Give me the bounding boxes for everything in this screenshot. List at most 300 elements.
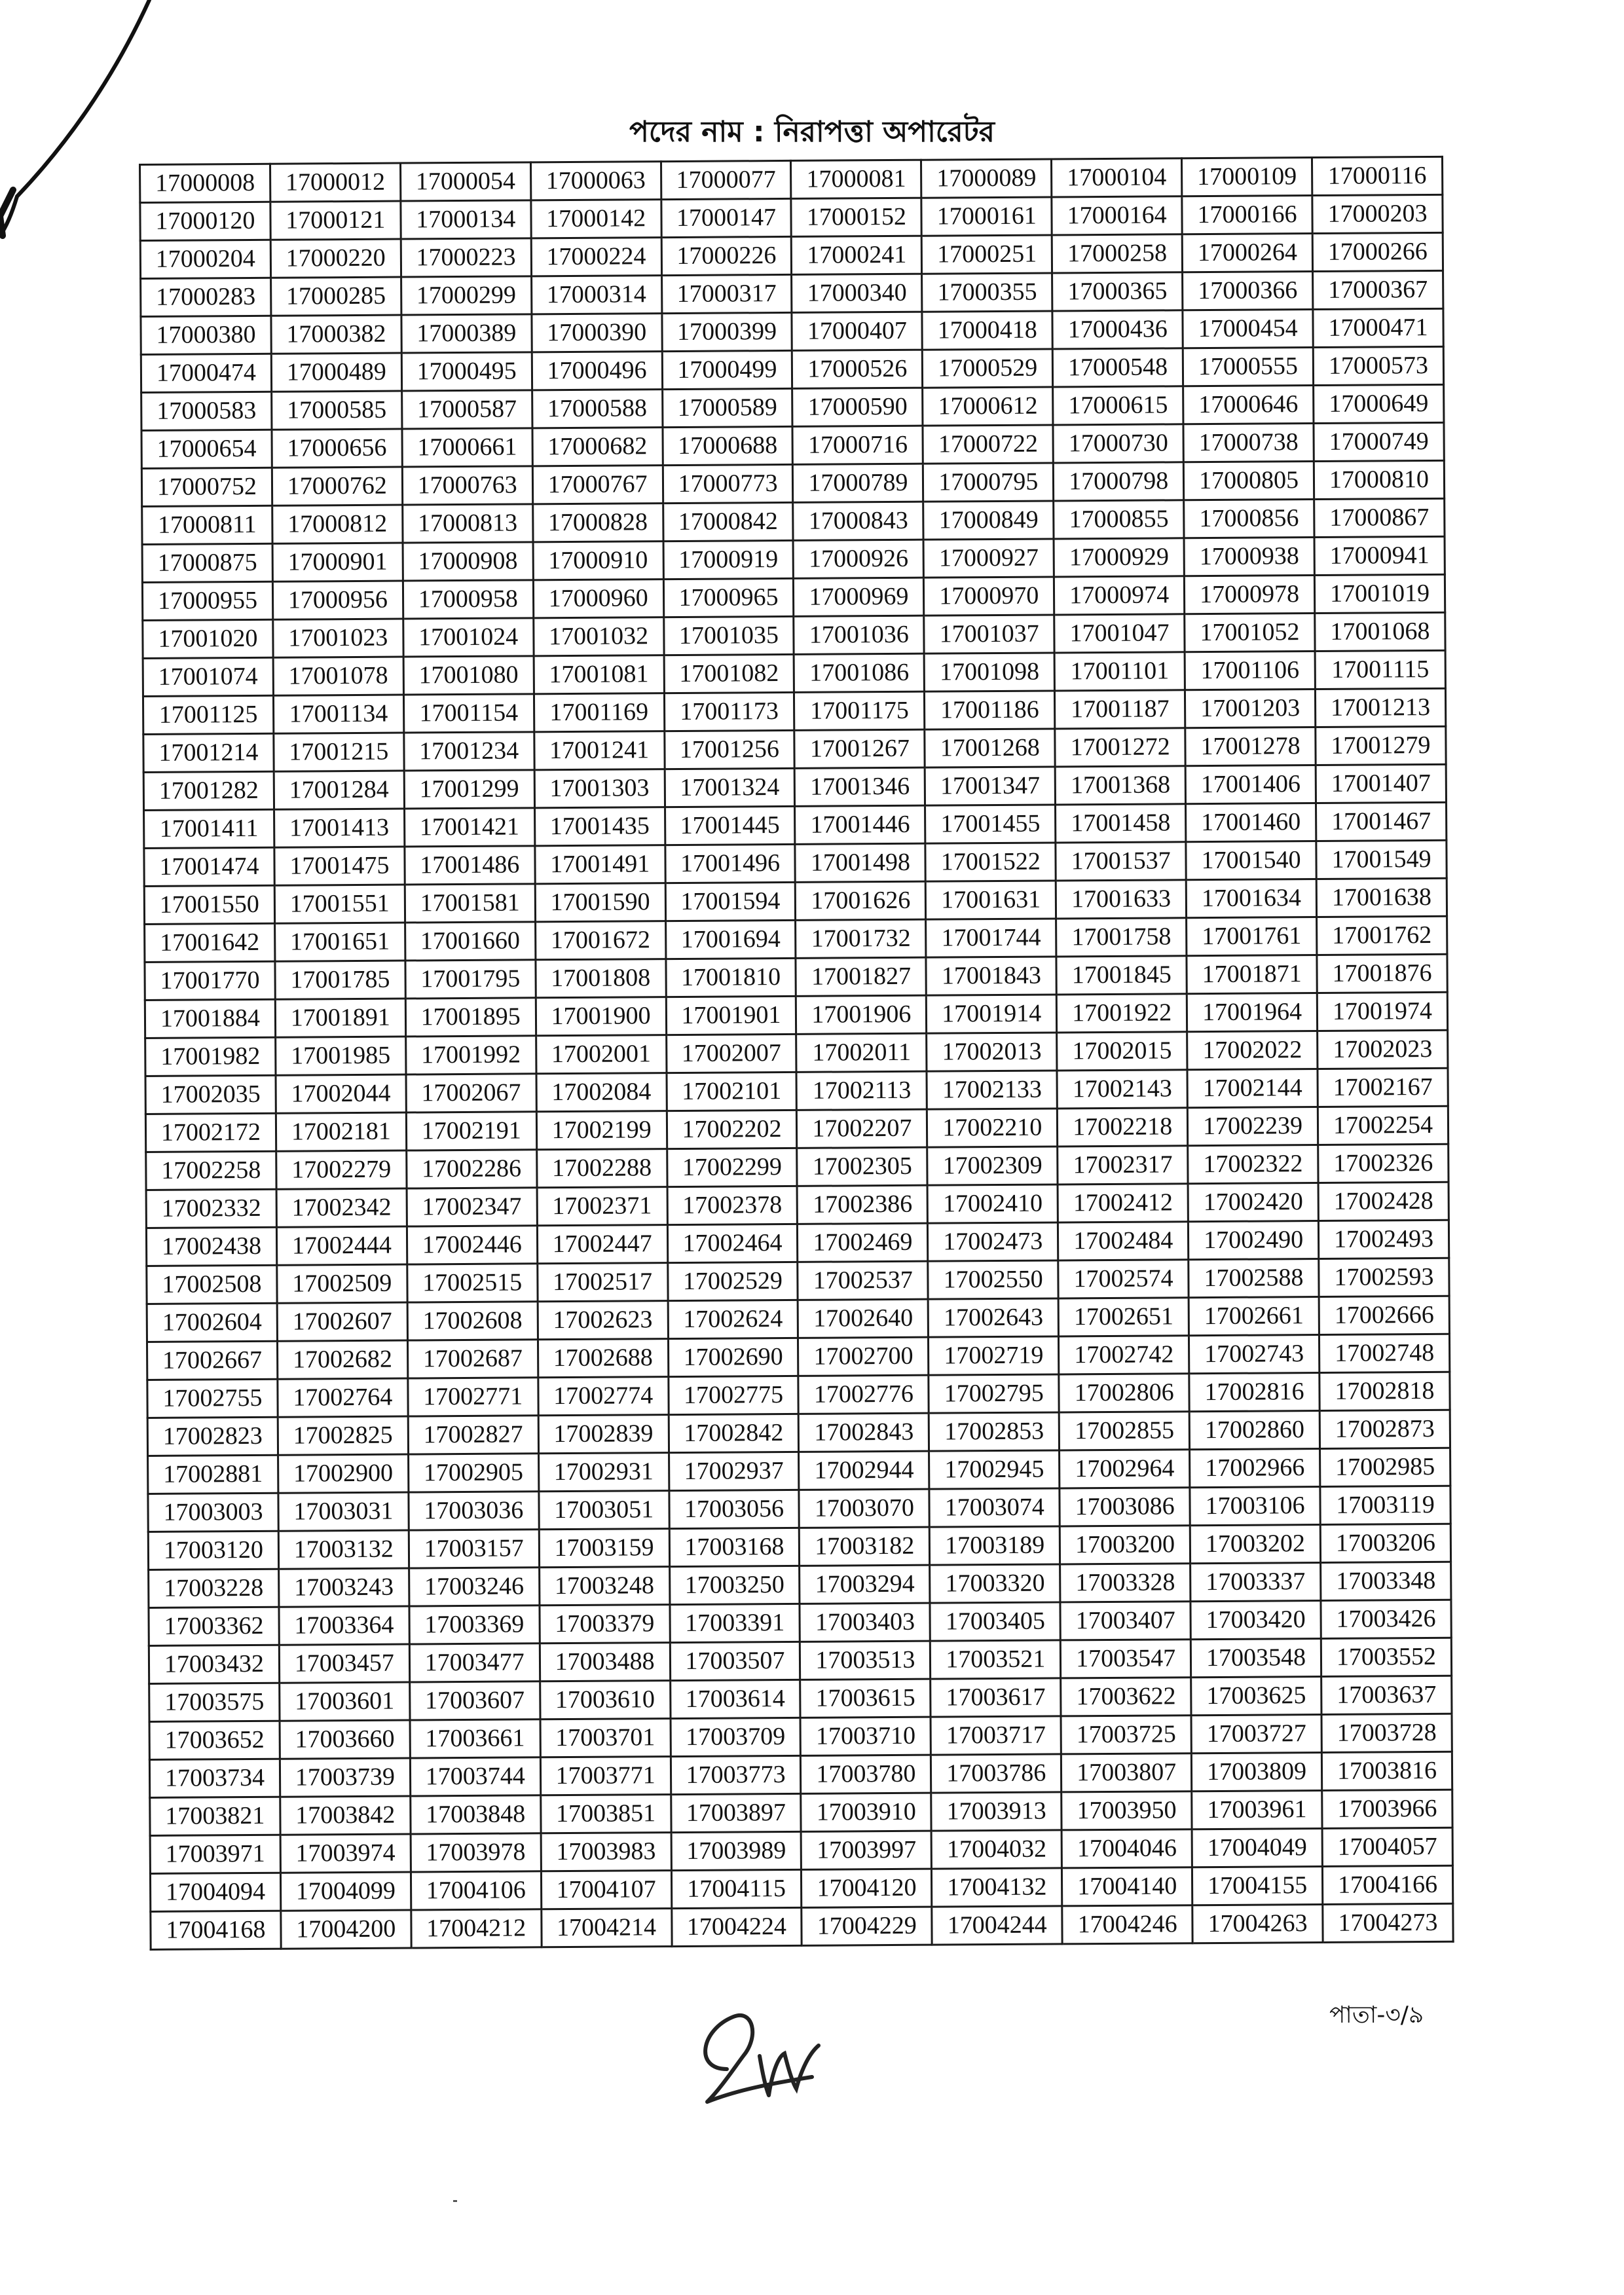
roll-number-cell: 17000399 bbox=[661, 312, 792, 351]
roll-number-cell: 17003364 bbox=[279, 1606, 409, 1645]
roll-number-cell: 17001914 bbox=[927, 995, 1057, 1033]
roll-number-cell: 17002666 bbox=[1319, 1296, 1449, 1334]
roll-number-cell: 17003405 bbox=[930, 1602, 1060, 1641]
roll-number-cell: 17001651 bbox=[274, 923, 405, 961]
roll-number-cell: 17001203 bbox=[1185, 689, 1316, 728]
roll-number-cell: 17000264 bbox=[1182, 234, 1312, 272]
roll-number-cell: 17001078 bbox=[273, 657, 403, 695]
roll-number-cell: 17000121 bbox=[270, 201, 401, 240]
roll-number-cell: 17003248 bbox=[539, 1567, 669, 1606]
roll-number-cell: 17001906 bbox=[796, 995, 927, 1034]
roll-number-cell: 17000716 bbox=[792, 426, 923, 464]
roll-number-cell: 17000526 bbox=[792, 350, 923, 388]
roll-number-cell: 17002827 bbox=[408, 1416, 538, 1454]
roll-number-cell: 17001827 bbox=[796, 957, 926, 996]
roll-number-cell: 17001186 bbox=[925, 691, 1055, 729]
roll-number-cell: 17002167 bbox=[1318, 1068, 1448, 1107]
roll-number-cell: 17003728 bbox=[1321, 1714, 1452, 1752]
roll-number-cell: 17002588 bbox=[1189, 1259, 1319, 1298]
roll-number-cell: 17000855 bbox=[1054, 500, 1184, 539]
roll-number-cell: 17000590 bbox=[792, 388, 923, 426]
roll-number-cell: 17004246 bbox=[1062, 1905, 1192, 1944]
roll-number-cell: 17001672 bbox=[535, 921, 665, 960]
roll-number-cell: 17003851 bbox=[540, 1795, 671, 1833]
roll-number-cell: 17000867 bbox=[1314, 498, 1445, 537]
roll-number-cell: 17001035 bbox=[663, 616, 794, 655]
roll-number-cell: 17002015 bbox=[1057, 1032, 1187, 1071]
roll-number-cell: 17001125 bbox=[143, 695, 273, 734]
roll-number-cell: 17003816 bbox=[1321, 1752, 1452, 1790]
roll-number-cell: 17001732 bbox=[796, 919, 926, 958]
roll-number-cell: 17003739 bbox=[280, 1758, 410, 1797]
roll-number-table-body bbox=[140, 156, 1454, 1949]
roll-number-cell: 17003725 bbox=[1061, 1716, 1191, 1754]
roll-number-cell: 17002286 bbox=[406, 1150, 536, 1188]
roll-number-cell: 17001284 bbox=[274, 771, 404, 809]
roll-number-cell: 17001074 bbox=[143, 657, 273, 696]
roll-number-cell: 17004155 bbox=[1192, 1867, 1323, 1905]
roll-number-cell: 17001446 bbox=[795, 805, 925, 844]
roll-number-cell: 17003070 bbox=[799, 1489, 929, 1528]
roll-number-cell: 17001474 bbox=[144, 847, 274, 886]
roll-number-cell: 17002199 bbox=[536, 1111, 667, 1150]
roll-number-cell: 17001540 bbox=[1186, 841, 1316, 880]
roll-number-cell: 17000842 bbox=[663, 502, 793, 541]
roll-number-cell: 17000901 bbox=[272, 543, 403, 581]
roll-number-cell: 17000204 bbox=[140, 240, 270, 278]
page-number: পাতা-৩/৯ bbox=[1329, 2002, 1424, 2029]
roll-number-cell: 17000956 bbox=[272, 581, 403, 619]
roll-number-cell: 17000266 bbox=[1312, 232, 1443, 271]
roll-number-cell: 17001020 bbox=[143, 619, 273, 658]
roll-number-cell: 17002574 bbox=[1058, 1260, 1189, 1298]
roll-number-cell: 17003086 bbox=[1060, 1488, 1190, 1526]
roll-number-cell: 17001082 bbox=[664, 654, 794, 693]
roll-number-cell: 17000499 bbox=[662, 350, 792, 389]
roll-number-cell: 17003607 bbox=[409, 1681, 540, 1720]
roll-number-cell: 17001900 bbox=[536, 997, 666, 1036]
roll-number-cell: 17003036 bbox=[409, 1492, 539, 1530]
roll-number-cell: 17000203 bbox=[1312, 194, 1443, 233]
roll-number-cell: 17002873 bbox=[1320, 1410, 1450, 1448]
roll-number-cell: 17001974 bbox=[1317, 992, 1447, 1031]
roll-number-cell: 17002044 bbox=[276, 1074, 406, 1113]
roll-number-cell: 17000226 bbox=[661, 236, 792, 275]
roll-number-cell: 17000656 bbox=[272, 429, 402, 468]
roll-number-cell: 17003709 bbox=[671, 1717, 801, 1756]
roll-number-cell: 17000811 bbox=[142, 505, 272, 544]
roll-number-cell: 17001631 bbox=[926, 881, 1056, 919]
roll-number-cell: 17000767 bbox=[532, 466, 663, 504]
scan-speck bbox=[453, 2200, 457, 2202]
roll-number-cell: 17003119 bbox=[1320, 1486, 1450, 1524]
roll-number-cell: 17002342 bbox=[276, 1188, 407, 1227]
roll-number-cell: 17003200 bbox=[1060, 1526, 1190, 1564]
roll-number-cell: 17003391 bbox=[670, 1604, 800, 1642]
roll-number-cell: 17002825 bbox=[278, 1416, 408, 1455]
roll-number-cell: 17002774 bbox=[538, 1377, 669, 1416]
roll-number-cell: 17003966 bbox=[1322, 1790, 1452, 1828]
roll-number-cell: 17001154 bbox=[403, 694, 534, 733]
roll-number-cell: 17002326 bbox=[1318, 1144, 1449, 1183]
roll-number-cell: 17000389 bbox=[401, 314, 532, 353]
roll-number-cell: 17000798 bbox=[1054, 462, 1184, 501]
roll-number-cell: 17001891 bbox=[275, 999, 405, 1037]
roll-number-cell: 17001052 bbox=[1185, 614, 1315, 652]
roll-number-cell: 17003717 bbox=[931, 1716, 1061, 1755]
roll-number-cell: 17003961 bbox=[1192, 1791, 1322, 1829]
roll-number-cell: 17001876 bbox=[1317, 954, 1447, 993]
roll-number-cell: 17000489 bbox=[271, 353, 401, 392]
roll-number-cell: 17003182 bbox=[800, 1527, 930, 1566]
roll-number-cell: 17003660 bbox=[280, 1720, 410, 1759]
roll-number-cell: 17003547 bbox=[1061, 1640, 1191, 1678]
roll-number-cell: 17003661 bbox=[410, 1719, 540, 1758]
roll-number-cell: 17000495 bbox=[401, 352, 532, 391]
roll-number-cell: 17003189 bbox=[930, 1526, 1060, 1565]
roll-number-cell: 17002944 bbox=[799, 1451, 929, 1490]
roll-number-cell: 17002067 bbox=[406, 1074, 536, 1112]
roll-number-cell: 17003003 bbox=[148, 1493, 278, 1532]
roll-number-cell: 17001032 bbox=[533, 617, 663, 656]
roll-number-cell: 17002464 bbox=[667, 1224, 798, 1262]
roll-number-cell: 17003974 bbox=[280, 1834, 411, 1873]
roll-number-cell: 17003132 bbox=[278, 1530, 409, 1569]
roll-number-cell: 17002420 bbox=[1188, 1183, 1318, 1222]
roll-number-cell: 17001101 bbox=[1054, 652, 1185, 691]
roll-number-cell: 17002191 bbox=[406, 1112, 536, 1150]
roll-number-cell: 17000407 bbox=[792, 312, 922, 350]
roll-number-cell: 17001080 bbox=[403, 656, 534, 695]
roll-number-cell: 17000241 bbox=[792, 236, 922, 274]
roll-number-cell: 17000365 bbox=[1052, 272, 1183, 311]
roll-number-cell: 17001458 bbox=[1056, 804, 1186, 843]
roll-number-cell: 17003773 bbox=[671, 1755, 801, 1794]
roll-number-cell: 17002371 bbox=[537, 1187, 667, 1226]
roll-number-cell: 17001047 bbox=[1054, 614, 1185, 653]
roll-number-cell: 17001992 bbox=[405, 1036, 536, 1074]
roll-number-cell: 17001770 bbox=[145, 961, 275, 1000]
roll-number-cell: 17003157 bbox=[409, 1530, 539, 1568]
roll-number-cell: 17004107 bbox=[541, 1871, 671, 1909]
roll-number-cell: 17003575 bbox=[149, 1683, 280, 1721]
roll-number-cell: 17002842 bbox=[669, 1414, 799, 1452]
roll-number-cell: 17001299 bbox=[404, 770, 534, 809]
roll-number-cell: 17003809 bbox=[1191, 1753, 1321, 1791]
roll-number-cell: 17002446 bbox=[407, 1226, 537, 1264]
roll-number-cell: 17000585 bbox=[272, 391, 402, 430]
roll-number-cell: 17000366 bbox=[1183, 272, 1313, 310]
roll-number-cell: 17002317 bbox=[1058, 1146, 1188, 1184]
roll-number-cell: 17003407 bbox=[1060, 1602, 1190, 1640]
roll-number-cell: 17002764 bbox=[278, 1378, 408, 1417]
roll-number-cell: 17000418 bbox=[922, 311, 1052, 350]
roll-number-cell: 17000974 bbox=[1054, 576, 1185, 615]
roll-number-cell: 17003786 bbox=[931, 1754, 1061, 1793]
roll-number-cell: 17002550 bbox=[928, 1260, 1058, 1299]
roll-number-cell: 17001491 bbox=[535, 845, 665, 884]
roll-number-cell: 17000152 bbox=[791, 198, 921, 236]
roll-number-cell: 17000646 bbox=[1183, 386, 1314, 424]
roll-number-cell: 17001785 bbox=[275, 961, 405, 999]
roll-number-cell: 17001435 bbox=[534, 807, 665, 846]
roll-number-cell: 17002412 bbox=[1058, 1184, 1188, 1222]
roll-number-cell: 17001213 bbox=[1315, 688, 1445, 727]
roll-number-cell: 17002305 bbox=[797, 1147, 927, 1186]
roll-number-cell: 17001761 bbox=[1187, 917, 1317, 956]
roll-number-cell: 17002743 bbox=[1189, 1335, 1320, 1374]
roll-number-cell: 17001421 bbox=[404, 808, 534, 847]
roll-number-cell: 17000958 bbox=[403, 580, 533, 619]
roll-number-cell: 17000548 bbox=[1052, 348, 1183, 387]
roll-number-cell: 17000929 bbox=[1054, 538, 1184, 577]
roll-number-cell: 17003056 bbox=[669, 1490, 799, 1528]
roll-number-cell: 17003477 bbox=[409, 1643, 540, 1682]
roll-number-cell: 17001279 bbox=[1316, 726, 1446, 765]
roll-number-cell: 17002309 bbox=[927, 1147, 1058, 1185]
roll-number-cell: 17000382 bbox=[271, 315, 401, 354]
roll-number-cell: 17003727 bbox=[1191, 1715, 1321, 1753]
roll-number-cell: 17004049 bbox=[1192, 1829, 1322, 1867]
roll-number-cell: 17000355 bbox=[922, 273, 1052, 312]
roll-number-table bbox=[139, 156, 1454, 1951]
roll-number-cell: 17000529 bbox=[923, 349, 1053, 388]
roll-number-cell: 17000054 bbox=[400, 162, 530, 201]
roll-number-cell: 17003552 bbox=[1321, 1638, 1451, 1676]
roll-number-cell: 17002378 bbox=[667, 1186, 798, 1224]
roll-number-cell: 17002771 bbox=[408, 1378, 538, 1416]
roll-number-cell: 17001922 bbox=[1057, 994, 1187, 1033]
roll-number-cell: 17003710 bbox=[800, 1717, 931, 1755]
roll-number-cell: 17002818 bbox=[1320, 1372, 1450, 1410]
roll-number-cell: 17003615 bbox=[800, 1679, 931, 1717]
roll-number-cell: 17002218 bbox=[1058, 1108, 1188, 1147]
table-row bbox=[151, 1903, 1453, 1949]
roll-number-cell: 17001368 bbox=[1055, 766, 1185, 805]
roll-number-cell: 17003521 bbox=[931, 1640, 1061, 1679]
roll-number-cell: 17003206 bbox=[1320, 1524, 1450, 1562]
roll-number-cell: 17002593 bbox=[1319, 1258, 1449, 1296]
roll-number-cell: 17004200 bbox=[281, 1910, 411, 1949]
roll-number-cell: 17000849 bbox=[923, 501, 1054, 540]
roll-number-cell: 17004057 bbox=[1322, 1827, 1452, 1866]
roll-number-cell: 17002537 bbox=[798, 1261, 928, 1300]
roll-number-cell: 17004140 bbox=[1062, 1867, 1192, 1906]
roll-number-cell: 17002258 bbox=[146, 1151, 276, 1190]
roll-number-cell: 17002022 bbox=[1187, 1031, 1318, 1070]
roll-number-cell: 17000828 bbox=[532, 504, 663, 542]
roll-number-cell: 17002133 bbox=[927, 1071, 1057, 1109]
roll-number-cell: 17000612 bbox=[923, 387, 1053, 426]
roll-number-cell: 17003625 bbox=[1191, 1677, 1321, 1716]
roll-number-cell: 17000224 bbox=[531, 238, 661, 276]
roll-number-cell: 17003548 bbox=[1190, 1639, 1321, 1678]
roll-number-cell: 17001884 bbox=[145, 999, 275, 1038]
roll-number-cell: 17000926 bbox=[793, 540, 923, 578]
roll-number-cell: 17001241 bbox=[534, 731, 664, 770]
roll-number-cell: 17000285 bbox=[270, 277, 401, 316]
roll-number-cell: 17000812 bbox=[272, 505, 403, 543]
roll-number-cell: 17000763 bbox=[402, 466, 532, 505]
roll-number-cell: 17000299 bbox=[401, 276, 531, 315]
roll-number-cell: 17002207 bbox=[797, 1109, 927, 1148]
roll-number-cell: 17002013 bbox=[927, 1033, 1057, 1071]
roll-number-cell: 17001455 bbox=[925, 805, 1056, 843]
roll-number-cell: 17003250 bbox=[669, 1566, 800, 1604]
roll-number-cell: 17000164 bbox=[1052, 196, 1182, 235]
roll-number-cell: 17000588 bbox=[532, 390, 662, 428]
roll-number-cell: 17001843 bbox=[926, 957, 1056, 995]
roll-number-cell: 17002386 bbox=[798, 1185, 928, 1224]
roll-number-cell: 17003328 bbox=[1060, 1564, 1190, 1602]
roll-number-cell: 17003432 bbox=[149, 1645, 279, 1683]
roll-number-cell: 17003897 bbox=[671, 1793, 801, 1832]
roll-number-cell: 17002937 bbox=[669, 1452, 799, 1490]
roll-number-cell: 17003031 bbox=[278, 1492, 409, 1531]
roll-number-cell: 17001086 bbox=[794, 653, 925, 692]
roll-number-cell: 17001660 bbox=[405, 922, 535, 961]
roll-number-cell: 17000649 bbox=[1314, 384, 1444, 423]
roll-number-cell: 17002945 bbox=[929, 1450, 1060, 1489]
roll-number-cell: 17000104 bbox=[1052, 158, 1182, 197]
roll-number-cell: 17003294 bbox=[800, 1565, 930, 1604]
roll-number-cell: 17000008 bbox=[140, 164, 270, 202]
roll-number-cell: 17002607 bbox=[277, 1302, 407, 1341]
roll-number-cell: 17001187 bbox=[1055, 690, 1185, 729]
roll-number-cell: 17001551 bbox=[274, 885, 405, 923]
roll-number-cell: 17000380 bbox=[141, 316, 271, 354]
roll-number-cell: 17003159 bbox=[539, 1529, 669, 1568]
roll-number-cell: 17002775 bbox=[668, 1376, 798, 1414]
roll-number-cell: 17002517 bbox=[537, 1263, 667, 1302]
roll-number-cell: 17000813 bbox=[402, 504, 532, 543]
roll-number-cell: 17002181 bbox=[276, 1112, 406, 1151]
roll-number-cell: 17000587 bbox=[401, 390, 532, 429]
roll-number-cell: 17000688 bbox=[663, 426, 793, 465]
roll-number-cell: 17001169 bbox=[534, 693, 664, 732]
roll-number-cell: 17003780 bbox=[801, 1755, 931, 1793]
roll-number-cell: 17000682 bbox=[532, 428, 663, 466]
roll-number-cell: 17000436 bbox=[1052, 310, 1183, 349]
roll-number-cell: 17001982 bbox=[145, 1037, 276, 1076]
roll-number-cell: 17000969 bbox=[794, 578, 924, 616]
roll-number-cell: 17003457 bbox=[279, 1644, 409, 1683]
roll-number-cell: 17003997 bbox=[802, 1831, 932, 1869]
roll-number-cell: 17000390 bbox=[532, 314, 662, 352]
roll-number-cell: 17000283 bbox=[141, 278, 271, 316]
roll-number-cell: 17000134 bbox=[401, 200, 531, 239]
roll-number-cell: 17002509 bbox=[277, 1264, 407, 1303]
roll-number-cell: 17003420 bbox=[1190, 1601, 1321, 1640]
roll-number-cell: 17000941 bbox=[1314, 536, 1445, 575]
roll-number-cell: 17000615 bbox=[1053, 386, 1183, 425]
roll-number-cell: 17002143 bbox=[1057, 1070, 1187, 1109]
roll-number-cell: 17002687 bbox=[407, 1340, 538, 1378]
roll-number-cell: 17000661 bbox=[402, 428, 532, 467]
roll-number-cell: 17002007 bbox=[666, 1034, 796, 1073]
roll-number-cell: 17002288 bbox=[536, 1149, 667, 1188]
roll-number-cell: 17002964 bbox=[1060, 1450, 1190, 1488]
roll-number-cell: 17004214 bbox=[541, 1909, 671, 1947]
roll-number-cell: 17002748 bbox=[1319, 1334, 1449, 1372]
roll-number-cell: 17002651 bbox=[1058, 1298, 1189, 1336]
roll-number-cell: 17001758 bbox=[1056, 918, 1187, 957]
roll-number-cell: 17004032 bbox=[931, 1830, 1061, 1869]
roll-number-cell: 17000089 bbox=[921, 159, 1052, 198]
roll-number-cell: 17000960 bbox=[533, 579, 663, 618]
roll-number-cell: 17001024 bbox=[403, 618, 534, 657]
roll-number-cell: 17004120 bbox=[802, 1869, 932, 1907]
roll-number-cell: 17001498 bbox=[795, 843, 925, 882]
roll-number-cell: 17000965 bbox=[663, 578, 794, 617]
roll-number-cell: 17000810 bbox=[1314, 460, 1444, 499]
roll-number-cell: 17002410 bbox=[927, 1184, 1058, 1223]
roll-number-cell: 17003513 bbox=[800, 1641, 931, 1680]
roll-number-cell: 17003821 bbox=[150, 1797, 280, 1835]
roll-number-cell: 17003950 bbox=[1061, 1791, 1192, 1830]
roll-number-cell: 17002001 bbox=[536, 1035, 666, 1074]
roll-number-cell: 17000496 bbox=[532, 352, 662, 390]
signature-mark bbox=[681, 1991, 832, 2115]
roll-number-cell: 17001486 bbox=[405, 846, 535, 885]
roll-number-cell: 17002473 bbox=[928, 1222, 1058, 1261]
roll-number-cell: 17002795 bbox=[929, 1374, 1059, 1413]
roll-number-cell: 17002254 bbox=[1318, 1106, 1448, 1145]
roll-number-cell: 17000795 bbox=[923, 463, 1054, 502]
roll-number-cell: 17000367 bbox=[1313, 270, 1443, 309]
roll-number-cell: 17001795 bbox=[405, 960, 536, 999]
roll-number-cell: 17003842 bbox=[280, 1796, 411, 1835]
roll-number-cell: 17000908 bbox=[403, 542, 533, 581]
roll-number-cell: 17000927 bbox=[923, 539, 1054, 578]
roll-number-cell: 17000654 bbox=[141, 430, 272, 468]
roll-number-cell: 17003507 bbox=[670, 1642, 800, 1680]
roll-number-cell: 17000220 bbox=[270, 239, 401, 278]
roll-number-cell: 17001694 bbox=[665, 920, 796, 959]
roll-number-cell: 17004094 bbox=[150, 1873, 280, 1911]
roll-number-cell: 17002011 bbox=[796, 1033, 927, 1072]
roll-number-cell: 17003379 bbox=[540, 1605, 670, 1643]
page-title: পদের নাম : নিরাপত্তা অপারেটর bbox=[629, 115, 995, 149]
roll-number-cell: 17000063 bbox=[530, 162, 661, 200]
roll-number-cell: 17000147 bbox=[661, 198, 791, 237]
roll-number-cell: 17001460 bbox=[1186, 803, 1316, 842]
roll-number-cell: 17000752 bbox=[141, 468, 272, 506]
roll-number-cell: 17003652 bbox=[149, 1721, 280, 1759]
roll-number-cell: 17001496 bbox=[665, 844, 795, 883]
roll-number-cell: 17003614 bbox=[670, 1680, 800, 1718]
roll-number-cell: 17000555 bbox=[1183, 348, 1313, 386]
roll-number-cell: 17001214 bbox=[143, 733, 274, 772]
roll-number-cell: 17002035 bbox=[145, 1075, 276, 1114]
roll-number-cell: 17003601 bbox=[280, 1682, 410, 1721]
roll-number-cell: 17000773 bbox=[663, 464, 793, 503]
roll-number-cell: 17003744 bbox=[410, 1757, 540, 1796]
roll-number-cell: 17003622 bbox=[1061, 1678, 1191, 1716]
roll-number-cell: 17001901 bbox=[666, 996, 796, 1035]
roll-number-cell: 17002816 bbox=[1189, 1373, 1320, 1412]
roll-number-cell: 17000471 bbox=[1313, 308, 1443, 347]
roll-number-cell: 17002719 bbox=[929, 1336, 1059, 1375]
roll-number-cell: 17001744 bbox=[926, 919, 1056, 957]
roll-number-cell: 17002860 bbox=[1189, 1411, 1320, 1450]
roll-number-cell: 17003989 bbox=[671, 1831, 802, 1870]
roll-number-cell: 17001964 bbox=[1187, 993, 1317, 1032]
roll-number-cell: 17001626 bbox=[796, 881, 926, 920]
roll-number-cell: 17000789 bbox=[793, 464, 923, 502]
roll-number-cell: 17001346 bbox=[795, 767, 925, 806]
roll-number-cell: 17002084 bbox=[536, 1073, 667, 1112]
